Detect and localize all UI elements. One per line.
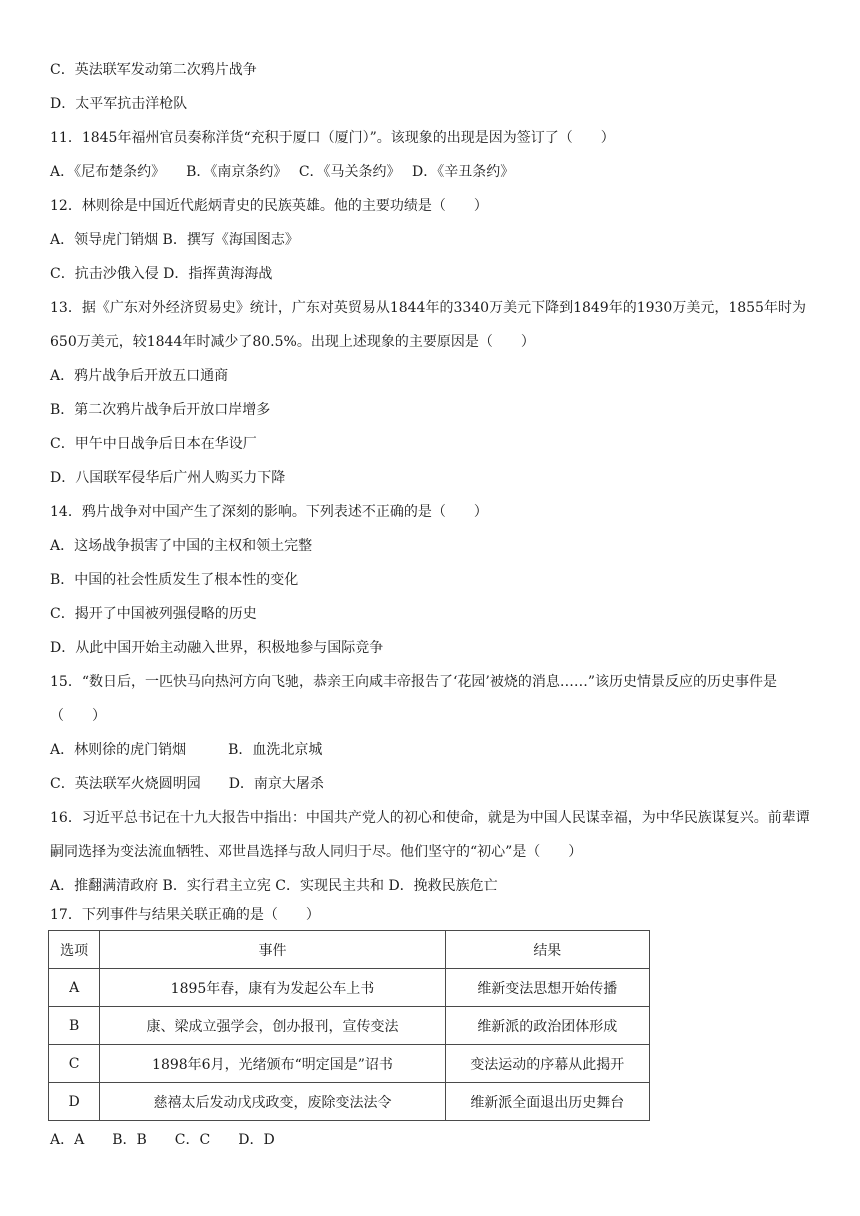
table-row (49, 1007, 650, 1045)
q11-question: 11．1845年福州官员奏称洋货“充积于厦口（厦门）”。该现象的出现是因为签订了（ ） (50, 130, 615, 146)
q15-question: 15．“数日后，一匹快马向热河方向飞驰，恭亲王向咸丰帝报告了‘花园’被烧的消息……”该历史情景反应的历史事件是（ ） (50, 674, 778, 724)
table-cell-option: C (49, 1045, 100, 1083)
table-header-option: 选项 (49, 931, 100, 969)
q14-question: 14．鸦片战争对中国产生了深刻的影响。下列表述不正确的是（ ） (50, 504, 488, 520)
table-cell-option: D (49, 1083, 100, 1121)
q16-options: A．推翻满清政府 B．实行君主立宪 C．实现民主共和 D．挽救民族危亡 (50, 878, 498, 894)
table-cell-event: 1898年6月，光绪颁布“明定国是”诏书 (100, 1045, 445, 1083)
q13-option-b: B．第二次鸦片战争后开放口岸增多 (50, 402, 271, 418)
q14-option-a: A．这场战争损害了中国的主权和领土完整 (50, 538, 313, 554)
table-cell-result: 变法运动的序幕从此揭开 (445, 1045, 649, 1083)
q14-option-b: B．中国的社会性质发生了根本性的变化 (50, 572, 299, 588)
table-cell-event: 慈禧太后发动戊戌政变，废除变法法令 (100, 1083, 445, 1121)
q11-options: A．《尼布楚条约》 B．《南京条约》 C．《马关条约》 D．《辛丑条约》 (50, 164, 515, 180)
table-row (49, 1045, 650, 1083)
table-header-event: 事件 (100, 931, 445, 969)
table-cell-option: B (49, 1007, 100, 1045)
q17-options: A．A B．B C．C D．D (50, 1132, 275, 1148)
table-row (49, 969, 650, 1007)
q10-option-d: D．太平军抗击洋枪队 (50, 96, 188, 112)
table-cell-event: 康、梁成立强学会，创办报刊，宣传变法 (100, 1007, 445, 1045)
q13-option-d: D．八国联军侵华后广州人购买力下降 (50, 470, 286, 486)
q12-question: 12．林则徐是中国近代彪炳青史的民族英雄。他的主要功绩是（ ） (50, 198, 488, 214)
q13-question: 13．据《广东对外经济贸易史》统计，广东对英贸易从1844年的3340万美元下降到1849年的1930万美元，1855年时为650万美元，较1844年时减少了80.5%。出现上述现象的主要原因是（ ） (50, 300, 806, 350)
q17-table (48, 930, 650, 1121)
table-row (49, 1083, 650, 1121)
table-header-row (49, 931, 650, 969)
q13-option-a: A．鸦片战争后开放五口通商 (50, 368, 229, 384)
q13-option-c: C．甲午中日战争后日本在华设厂 (50, 436, 257, 452)
q10-option-c: C．英法联军发动第二次鸦片战争 (50, 62, 257, 78)
q17-question: 17．下列事件与结果关联正确的是（ ） (50, 907, 320, 923)
table-cell-result: 维新派的政治团体形成 (445, 1007, 649, 1045)
q12-options-ab: A．领导虎门销烟 B．撰写《海国图志》 (50, 232, 299, 248)
q14-option-c: C．揭开了中国被列强侵略的历史 (50, 606, 257, 622)
table-cell-result: 维新变法思想开始传播 (445, 969, 649, 1007)
q16-question: 16．习近平总书记在十九大报告中指出：中国共产党人的初心和使命，就是为中国人民谋幸福，为中华民族谋复兴。前辈谭嗣同选择为变法流血牺牲、邓世昌选择与敌人同归于尽。他们坚守的“初心”是（ ） (50, 810, 810, 860)
table-header-result: 结果 (445, 931, 649, 969)
q12-options-cd: C．抗击沙俄入侵 D．指挥黄海海战 (50, 266, 273, 282)
q15-options-ab: A．林则徐的虎门销烟 B．血洗北京城 (50, 742, 323, 758)
q14-option-d: D．从此中国开始主动融入世界，积极地参与国际竞争 (50, 640, 384, 656)
q15-options-cd: C．英法联军火烧圆明园 D．南京大屠杀 (50, 776, 324, 792)
table-cell-event: 1895年春，康有为发起公车上书 (100, 969, 445, 1007)
table-cell-option: A (49, 969, 100, 1007)
table-cell-result: 维新派全面退出历史舞台 (445, 1083, 649, 1121)
